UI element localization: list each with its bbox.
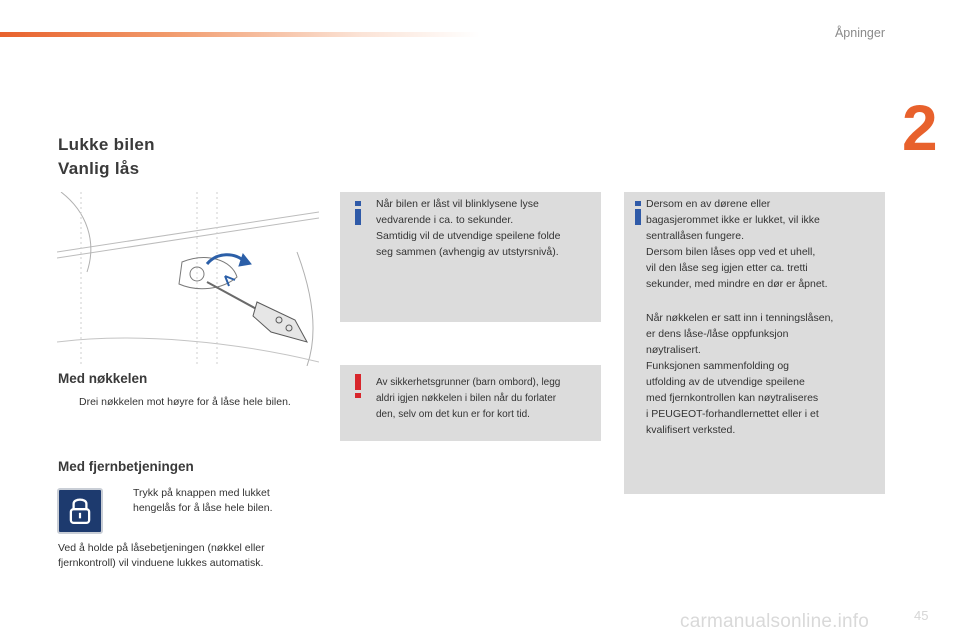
- warning-box-key: [340, 365, 601, 441]
- padlock-closed-icon: [59, 490, 101, 532]
- with-key-bullet: [60, 395, 310, 410]
- info-box-lights-text: Når bilen er låst vil blinklysene lyse vedvarende i ca. to sekunder. Samtidig vil de utvendige speilene folde seg sammen (avhengig av utstyrsnivå).: [376, 198, 561, 258]
- info-icon: [632, 200, 644, 226]
- warning-box-key-text: Av sikkerhetsgrunner (barn ombord), legg aldri igjen nøkkelen i bilen når du forlater den, selv om det kun er for kort tid.: [376, 377, 561, 420]
- with-remote-heading: Med fjernbetjeningen: [58, 459, 194, 474]
- exclamation-icon: [352, 373, 364, 399]
- info-box-lights: [340, 192, 601, 322]
- info-box-central-locking: [624, 192, 885, 494]
- with-key-text: Drei nøkkelen mot høyre for å låse hele bilen.: [79, 396, 291, 408]
- with-remote-bullet: [114, 486, 314, 516]
- chapter-number: 2: [902, 92, 938, 164]
- section-name: Åpninger: [834, 26, 885, 40]
- page-subtitle: Vanlig lås: [58, 159, 140, 178]
- info-box-ignition-text: Når nøkkelen er satt inn i tenningslåsen, er dens låse-/låse oppfunksjon nøytralisert. Funksjonen sammenfolding og utfolding av de utvendige speilene med fjernkontrollen kan nøytraliseres i PEUGEOT-forhandlernettet eller i et kvalifisert verksted.: [646, 312, 834, 436]
- with-remote-text: Trykk på knappen med lukket hengelås for å låse hele bilen.: [133, 487, 273, 514]
- header-accent-bar: [0, 32, 480, 37]
- remote-lock-button: [57, 488, 103, 534]
- door-lock-drawing: [57, 192, 319, 366]
- window-closing-note: Ved å holde på låsebetjeningen (nøkkel eller fjernkontroll) vil vinduene lukkes automatisk.: [58, 542, 265, 569]
- watermark: carmanualsonline.info: [680, 611, 870, 632]
- page-title: Lukke bilen: [58, 135, 155, 154]
- info-box-central-locking-text: Dersom en av dørene eller bagasjerommet ikke er lukket, vil ikke sentrallåsen fungere. Dersom bilen låses opp ved et uhell, vil den låse seg igjen etter ca. tretti sekunder, med mindre en dør er åpnet.: [646, 198, 828, 290]
- page-number: 45: [914, 608, 929, 623]
- info-icon: [352, 200, 364, 226]
- key-in-door-illustration: [57, 192, 319, 366]
- with-key-heading: Med nøkkelen: [58, 371, 148, 386]
